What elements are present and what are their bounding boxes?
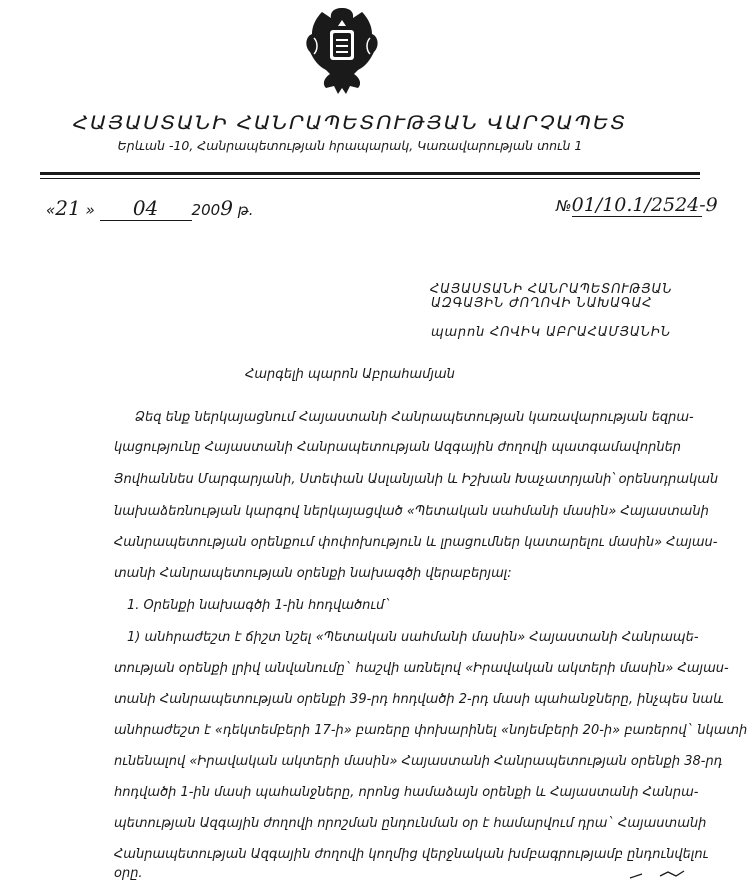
body-line: նախաձեռնության կարգով ներկայացված «Պետական սահմանի մասին» Հայաստանի (114, 504, 709, 519)
addressee-line-3: պարոն ՀՈՎԻԿ ԱԲՐԱՀԱՄՅԱՆԻՆ (431, 325, 671, 340)
body-line: հոդվածի 1-ին մասի պահանջները, որոնց համաձայն օրենքի և Հայաստանի Հանրա- (114, 785, 699, 800)
letter-number (556, 194, 718, 217)
header-divider-thick (40, 172, 700, 175)
header-divider-thin (40, 178, 700, 179)
office-address: Երևան -10, Հանրապետության հրապարակ, Կառավարության տուն 1 (117, 138, 583, 153)
body-line: Հանրապետության Ազգային ժողովի կողմից վերջնական խմբագրությամբ ընդունվելու (114, 847, 709, 862)
body-line: Յովհաննես Մարգարյանի, Ստեփան Ասլանյանի և Իշխան Խաչատրյանի՝ օրենսդրական (114, 472, 719, 487)
office-title: ՀԱՅԱՍՏԱՆԻ ՀԱՆՐԱՊԵՏՈՒԹՅԱՆ ՎԱՐՉԱՊԵՏ (73, 112, 627, 134)
number-field (571, 194, 718, 217)
body-line: տության օրենքի լրիվ անվանումը` հաշվի առնելով «Իրավական ակտերի մասին» Հայաս- (114, 661, 729, 676)
margin-scribble-icon (620, 868, 700, 880)
date-open-quote: « (46, 201, 56, 219)
body-line: Հանրապետության օրենքում փոփոխություն և լրացումներ կատարելու մասին» Հայաս- (114, 535, 718, 550)
number-prefix: № (556, 197, 572, 215)
body-line: 1) անհրաժեշտ է ճիշտ նշել «Պետական սահմանի մասին» Հայաստանի Հանրապե- (127, 630, 699, 645)
date-year-prefix: 200 (191, 201, 221, 219)
letter-date (46, 196, 254, 221)
body-line: պետության Ազգային ժողովի որոշման ընդունման օր է համարվում դրա` Հայաստանի (114, 816, 707, 831)
date-suffix: թ. (237, 201, 254, 219)
coat-of-arms-emblem-icon (300, 2, 384, 102)
body-line: Ձեզ ենք ներկայացնում Հայաստանի Հանրապետության կառավարության եզրա- (135, 410, 694, 425)
date-month: 04 (132, 196, 159, 220)
body-line: տանի Հանրապետության օրենքի նախագծի վերաբերյալ: (114, 566, 512, 581)
addressee-line-2: ԱԶԳԱՅԻՆ ԺՈՂՈՎԻ ՆԱԽԱԳԱՀ (431, 296, 653, 311)
date-close-quote: » (85, 201, 95, 219)
date-month-field (100, 196, 192, 221)
body-line: անհրաժեշտ է «դեկտեմբերի 17-ի» բառերը փոխարինել «նոյեմբերի 20-ի» բառերով` նկատի (114, 723, 747, 738)
body-line: տանի Հանրապետության օրենքի 39-րդ հոդվածի 2-րդ մասի պահանջները, ինչպես նաև (114, 692, 724, 707)
salutation: Հարգելի պարոն Աբրահամյան (245, 367, 455, 382)
body-line: ունենալով «Իրավական ակտերի մասին» Հայաստանի Հանրապետության օրենքի 38-րդ (114, 754, 723, 769)
body-line: 1. Օրենքի նախագծի 1-ին հոդվածում` (127, 598, 391, 613)
date-year-digit: 9 (220, 196, 233, 220)
addressee-line-1: ՀԱՅԱՍՏԱՆԻ ՀԱՆՐԱՊԵՏՈՒԹՅԱՆ (430, 282, 673, 297)
body-line: օրը. (114, 866, 143, 881)
body-line: կացությունը Հայաստանի Հանրապետության Ազգային ժողովի պատգամավորներ (114, 440, 682, 455)
date-day: 21 (55, 196, 81, 220)
number-value: 01/10.1/2524-9 (571, 194, 718, 216)
